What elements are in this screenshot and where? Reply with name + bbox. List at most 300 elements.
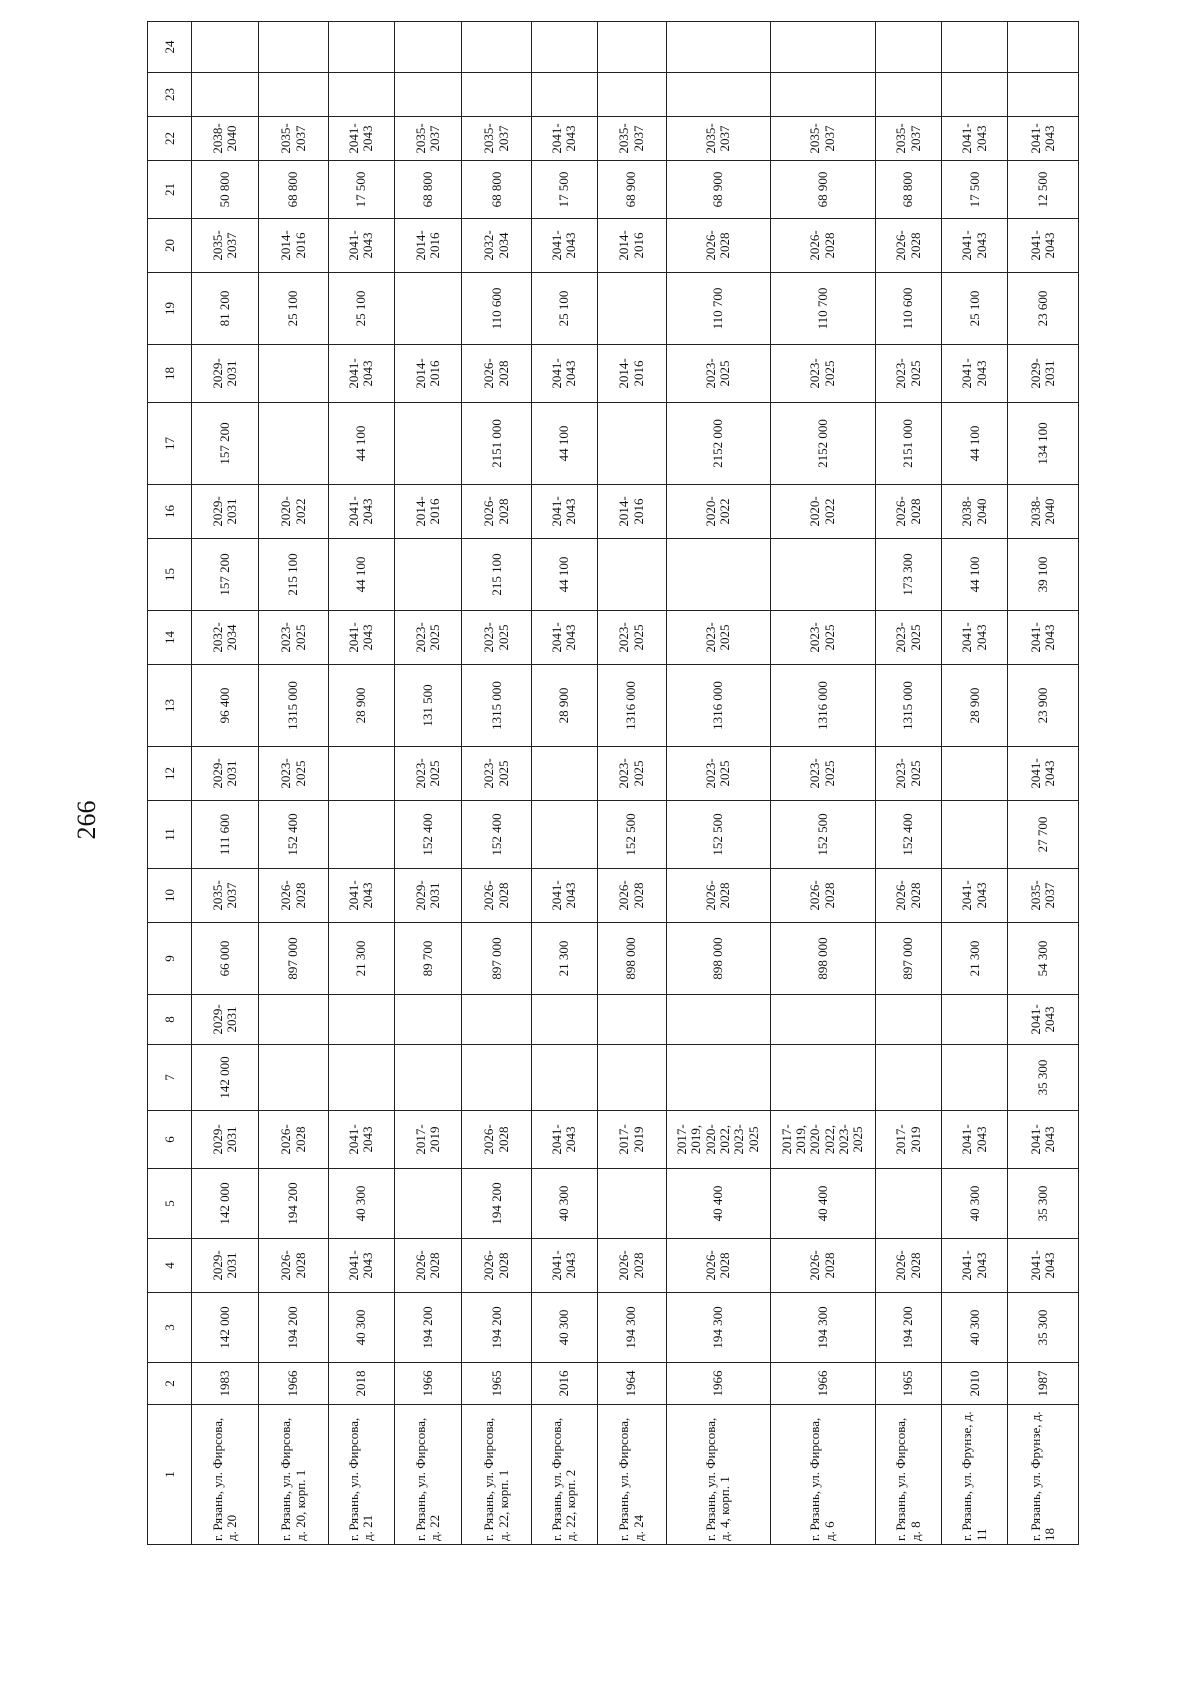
table-cell: 2023-2025	[597, 747, 666, 801]
table-cell: 2041-2043	[328, 611, 394, 665]
table-cell: 2026-2028	[462, 345, 532, 403]
table-cell: 2014-2016	[597, 345, 666, 403]
table-cell: 68 800	[259, 161, 329, 219]
table-cell	[770, 22, 875, 73]
table-cell: 2029-2031	[1008, 345, 1079, 403]
table-cell	[1008, 73, 1079, 117]
table-cell: 44 100	[532, 403, 598, 485]
table-cell: 2029-2031	[192, 1239, 259, 1293]
table-cell: 81 200	[192, 273, 259, 345]
table-cell: 40 400	[666, 1169, 770, 1239]
table-cell: 2014-2016	[597, 485, 666, 539]
table-cell	[532, 747, 598, 801]
table-cell: 2026-2028	[462, 485, 532, 539]
table-cell: 2014-2016	[394, 485, 462, 539]
table-cell	[394, 403, 462, 485]
table-cell: 2014-2016	[597, 219, 666, 273]
table-cell: 194 200	[394, 1293, 462, 1363]
table-cell: 68 800	[462, 161, 532, 219]
table-cell: 2041-2043	[532, 611, 598, 665]
table-cell: 2041-2043	[532, 345, 598, 403]
table-cell: 40 300	[532, 1169, 598, 1239]
table-cell	[597, 273, 666, 345]
table-cell: 2032-2034	[192, 611, 259, 665]
table-cell	[532, 995, 598, 1045]
table-cell: 152 400	[462, 801, 532, 869]
column-header: 7	[148, 1045, 192, 1111]
table-cell: 142 000	[192, 1045, 259, 1111]
table-cell	[532, 801, 598, 869]
table-cell: 2023-2025	[462, 747, 532, 801]
column-header: 22	[148, 117, 192, 161]
table-cell: 2026-2028	[770, 869, 875, 923]
table-cell	[875, 1169, 942, 1239]
table-cell: 2023-2025	[770, 345, 875, 403]
table-cell: 110 600	[875, 273, 942, 345]
table-cell: 28 900	[942, 665, 1008, 747]
table-cell: 1315 000	[875, 665, 942, 747]
table-cell: 2041-2043	[532, 117, 598, 161]
table-cell: 40 300	[532, 1293, 598, 1363]
table-cell: 1316 000	[770, 665, 875, 747]
column-header: 8	[148, 995, 192, 1045]
table-cell: 110 600	[462, 273, 532, 345]
table-cell: 110 700	[666, 273, 770, 345]
table-cell	[328, 747, 394, 801]
table-cell: 2026-2028	[666, 219, 770, 273]
table-cell	[394, 1169, 462, 1239]
table-cell: 2041-2043	[942, 1111, 1008, 1169]
table-cell	[192, 22, 259, 73]
table-cell: 2026-2028	[875, 485, 942, 539]
table-cell: 2023-2025	[666, 611, 770, 665]
table-cell: 2023-2025	[394, 747, 462, 801]
table-cell: 152 400	[259, 801, 329, 869]
table-cell: 2017-2019	[875, 1111, 942, 1169]
table-cell	[192, 73, 259, 117]
table-cell: 2152 000	[666, 403, 770, 485]
table-cell: 1964	[597, 1363, 666, 1405]
table-cell	[394, 539, 462, 611]
table-cell: 12 500	[1008, 161, 1079, 219]
table-body	[148, 22, 1079, 1545]
table-cell: 2017-2019, 2020-2022, 2023-2025	[770, 1111, 875, 1169]
table-cell: 2151 000	[875, 403, 942, 485]
table-cell: 2041-2043	[942, 1239, 1008, 1293]
table-cell: 68 800	[875, 161, 942, 219]
table-cell: 66 000	[192, 923, 259, 995]
data-table	[147, 21, 1079, 1545]
address-cell: г. Рязань, ул. Фирсова, д. 20, корп. 1	[259, 1405, 329, 1545]
table-cell: 194 200	[462, 1169, 532, 1239]
table-cell: 2026-2028	[770, 219, 875, 273]
table-cell: 897 000	[259, 923, 329, 995]
column-header: 5	[148, 1169, 192, 1239]
table-cell: 1983	[192, 1363, 259, 1405]
table-row	[394, 22, 462, 1545]
table-cell: 25 100	[259, 273, 329, 345]
address-cell: г. Рязань, ул. Фирсова, д. 22, корп. 1	[462, 1405, 532, 1545]
table-cell: 2023-2025	[394, 611, 462, 665]
table-cell: 40 300	[942, 1169, 1008, 1239]
address-cell: г. Рязань, ул. Фирсова, д. 22	[394, 1405, 462, 1545]
table-cell: 215 100	[462, 539, 532, 611]
column-header: 15	[148, 539, 192, 611]
table-cell: 2035-2037	[666, 117, 770, 161]
column-header: 14	[148, 611, 192, 665]
table-cell: 23 600	[1008, 273, 1079, 345]
table-cell	[942, 1045, 1008, 1111]
table-cell	[875, 995, 942, 1045]
table-cell	[259, 22, 329, 73]
table-cell	[259, 1045, 329, 1111]
table-cell: 2041-2043	[532, 869, 598, 923]
table-cell: 2020-2022	[770, 485, 875, 539]
table-cell: 40 300	[328, 1169, 394, 1239]
table-cell: 897 000	[462, 923, 532, 995]
table-cell: 2041-2043	[1008, 611, 1079, 665]
table-cell: 898 000	[770, 923, 875, 995]
table-cell: 2041-2043	[532, 219, 598, 273]
table-cell: 194 200	[875, 1293, 942, 1363]
column-header: 13	[148, 665, 192, 747]
table-cell	[394, 22, 462, 73]
address-cell: г. Рязань, ул. Фирсова, д. 24	[597, 1405, 666, 1545]
table-cell: 2023-2025	[259, 747, 329, 801]
table-cell: 2026-2028	[875, 869, 942, 923]
table-row	[666, 22, 770, 1545]
table-cell	[462, 1045, 532, 1111]
table-cell: 2026-2028	[259, 869, 329, 923]
table-cell: 2041-2043	[942, 117, 1008, 161]
table-cell: 27 700	[1008, 801, 1079, 869]
table-cell	[666, 539, 770, 611]
table-cell: 2014-2016	[259, 219, 329, 273]
table-cell: 40 300	[328, 1293, 394, 1363]
table-cell	[328, 995, 394, 1045]
column-header: 19	[148, 273, 192, 345]
column-header: 24	[148, 22, 192, 73]
column-header: 18	[148, 345, 192, 403]
table-cell	[259, 995, 329, 1045]
table-cell: 35 300	[1008, 1045, 1079, 1111]
table-cell: 152 500	[666, 801, 770, 869]
table-cell	[532, 73, 598, 117]
address-cell: г. Рязань, ул. Фирсова, д. 21	[328, 1405, 394, 1545]
table-cell: 2023-2025	[597, 611, 666, 665]
table-cell: 2041-2043	[1008, 219, 1079, 273]
table-cell: 1315 000	[462, 665, 532, 747]
table-cell: 44 100	[328, 539, 394, 611]
table-cell: 44 100	[532, 539, 598, 611]
table-cell	[942, 747, 1008, 801]
table-cell: 2026-2028	[259, 1239, 329, 1293]
table-row	[597, 22, 666, 1545]
table-cell: 2026-2028	[597, 1239, 666, 1293]
table-cell: 2026-2028	[666, 869, 770, 923]
table-cell: 2010	[942, 1363, 1008, 1405]
table-cell	[597, 1169, 666, 1239]
column-header: 2	[148, 1363, 192, 1405]
table-cell: 2041-2043	[328, 219, 394, 273]
table-cell: 2041-2043	[1008, 995, 1079, 1045]
column-header: 4	[148, 1239, 192, 1293]
table-cell: 2038-2040	[192, 117, 259, 161]
table-cell: 50 800	[192, 161, 259, 219]
table-cell	[875, 22, 942, 73]
column-header: 11	[148, 801, 192, 869]
table-cell: 1315 000	[259, 665, 329, 747]
table-cell	[532, 1045, 598, 1111]
table-cell: 2014-2016	[394, 345, 462, 403]
column-header: 23	[148, 73, 192, 117]
table-cell: 2041-2043	[328, 485, 394, 539]
table-cell	[597, 73, 666, 117]
table-cell: 2026-2028	[462, 1239, 532, 1293]
table-cell: 2023-2025	[770, 747, 875, 801]
table-cell: 2041-2043	[328, 1111, 394, 1169]
table-cell: 17 500	[942, 161, 1008, 219]
table-cell: 2026-2028	[597, 869, 666, 923]
table-cell: 2035-2037	[597, 117, 666, 161]
table-cell: 152 500	[597, 801, 666, 869]
table-cell	[597, 403, 666, 485]
table-cell: 2035-2037	[770, 117, 875, 161]
table-cell: 17 500	[328, 161, 394, 219]
table-cell: 2029-2031	[192, 1111, 259, 1169]
table-cell: 2152 000	[770, 403, 875, 485]
table-cell: 39 100	[1008, 539, 1079, 611]
table-cell: 2041-2043	[328, 117, 394, 161]
table-cell	[770, 1045, 875, 1111]
table-cell	[666, 73, 770, 117]
table-cell: 152 400	[394, 801, 462, 869]
table-cell: 1966	[770, 1363, 875, 1405]
table-cell: 2023-2025	[462, 611, 532, 665]
table-cell: 2038-2040	[942, 485, 1008, 539]
table-cell: 54 300	[1008, 923, 1079, 995]
table-cell: 2026-2028	[875, 1239, 942, 1293]
address-cell: г. Рязань, ул. Фрунзе, д. 11	[942, 1405, 1008, 1545]
table-cell: 173 300	[875, 539, 942, 611]
table-row	[259, 22, 329, 1545]
table-cell: 44 100	[942, 403, 1008, 485]
page-number: 266	[72, 800, 101, 840]
table-cell: 2035-2037	[259, 117, 329, 161]
address-cell: г. Рязань, ул. Фрунзе, д. 18	[1008, 1405, 1079, 1545]
rotated-table-wrapper	[147, 40, 1079, 1545]
table-cell: 2035-2037	[192, 219, 259, 273]
table-cell: 2023-2025	[875, 747, 942, 801]
table-cell: 2038-2040	[1008, 485, 1079, 539]
table-cell: 157 200	[192, 403, 259, 485]
table-cell	[462, 995, 532, 1045]
table-cell	[597, 22, 666, 73]
table-cell	[394, 273, 462, 345]
address-cell: г. Рязань, ул. Фирсова, д. 22, корп. 2	[532, 1405, 598, 1545]
column-header: 16	[148, 485, 192, 539]
column-header: 3	[148, 1293, 192, 1363]
table-cell: 21 300	[532, 923, 598, 995]
table-cell	[259, 73, 329, 117]
table-cell	[462, 22, 532, 73]
table-cell: 68 900	[597, 161, 666, 219]
table-cell: 194 200	[462, 1293, 532, 1363]
table-cell: 2029-2031	[394, 869, 462, 923]
table-cell: 2041-2043	[532, 1239, 598, 1293]
table-cell: 2041-2043	[328, 1239, 394, 1293]
table-cell: 1987	[1008, 1363, 1079, 1405]
table-cell: 2023-2025	[259, 611, 329, 665]
address-cell: г. Рязань, ул. Фирсова, д. 6	[770, 1405, 875, 1545]
column-header: 20	[148, 219, 192, 273]
table-row	[462, 22, 532, 1545]
table-cell: 2041-2043	[532, 485, 598, 539]
table-cell: 2029-2031	[192, 995, 259, 1045]
table-cell	[1008, 22, 1079, 73]
table-cell: 2035-2037	[1008, 869, 1079, 923]
table-cell: 68 900	[666, 161, 770, 219]
table-cell: 2041-2043	[1008, 117, 1079, 161]
table-cell: 2020-2022	[259, 485, 329, 539]
table-cell: 134 100	[1008, 403, 1079, 485]
header-row	[148, 22, 192, 1545]
column-header: 1	[148, 1405, 192, 1545]
table-cell: 28 900	[532, 665, 598, 747]
table-cell: 2029-2031	[192, 485, 259, 539]
address-cell: г. Рязань, ул. Фирсова, д. 4, корп. 1	[666, 1405, 770, 1545]
table-cell: 2023-2025	[770, 611, 875, 665]
table-row	[875, 22, 942, 1545]
table-cell	[394, 1045, 462, 1111]
table-cell	[328, 1045, 394, 1111]
table-cell: 194 300	[666, 1293, 770, 1363]
table-cell	[770, 73, 875, 117]
table-cell: 2032-2034	[462, 219, 532, 273]
table-cell: 2041-2043	[328, 869, 394, 923]
table-cell: 2014-2016	[394, 219, 462, 273]
table-cell: 2026-2028	[462, 869, 532, 923]
table-cell: 2041-2043	[942, 611, 1008, 665]
table-cell: 89 700	[394, 923, 462, 995]
table-cell: 898 000	[666, 923, 770, 995]
table-cell	[259, 345, 329, 403]
table-cell	[770, 995, 875, 1045]
table-cell: 2023-2025	[875, 345, 942, 403]
table-cell	[394, 73, 462, 117]
table-cell	[462, 73, 532, 117]
table-cell	[875, 1045, 942, 1111]
table-cell	[942, 73, 1008, 117]
table-cell: 2026-2028	[394, 1239, 462, 1293]
table-cell: 142 000	[192, 1169, 259, 1239]
table-cell: 898 000	[597, 923, 666, 995]
table-cell: 152 400	[875, 801, 942, 869]
table-row	[328, 22, 394, 1545]
table-row	[770, 22, 875, 1545]
table-cell: 1316 000	[666, 665, 770, 747]
table-cell: 2041-2043	[942, 345, 1008, 403]
table-cell	[666, 1045, 770, 1111]
table-cell: 2041-2043	[942, 869, 1008, 923]
address-cell: г. Рязань, ул. Фирсова, д. 20	[192, 1405, 259, 1545]
table-cell: 23 900	[1008, 665, 1079, 747]
column-header: 9	[148, 923, 192, 995]
table-row	[192, 22, 259, 1545]
table-cell: 2029-2031	[192, 747, 259, 801]
table-cell: 68 900	[770, 161, 875, 219]
table-cell: 25 100	[328, 273, 394, 345]
table-cell: 2020-2022	[666, 485, 770, 539]
table-row	[942, 22, 1008, 1545]
table-cell: 157 200	[192, 539, 259, 611]
table-cell	[942, 995, 1008, 1045]
table-cell: 2041-2043	[942, 219, 1008, 273]
column-header: 6	[148, 1111, 192, 1169]
table-cell	[328, 73, 394, 117]
table-cell: 40 400	[770, 1169, 875, 1239]
column-header: 17	[148, 403, 192, 485]
table-cell: 111 600	[192, 801, 259, 869]
table-cell: 2017-2019	[597, 1111, 666, 1169]
table-cell: 28 900	[328, 665, 394, 747]
table-cell: 194 200	[259, 1293, 329, 1363]
table-cell: 17 500	[532, 161, 598, 219]
table-cell: 1966	[259, 1363, 329, 1405]
table-cell: 1965	[462, 1363, 532, 1405]
table-cell: 40 300	[942, 1293, 1008, 1363]
table-cell	[666, 995, 770, 1045]
table-cell	[597, 1045, 666, 1111]
table-cell: 2018	[328, 1363, 394, 1405]
table-cell	[394, 995, 462, 1045]
table-row	[1008, 22, 1079, 1545]
table-cell: 2023-2025	[875, 611, 942, 665]
column-header: 10	[148, 869, 192, 923]
table-cell: 2035-2037	[462, 117, 532, 161]
table-cell: 25 100	[532, 273, 598, 345]
table-cell	[875, 73, 942, 117]
table-cell: 152 500	[770, 801, 875, 869]
table-cell: 2017-2019	[394, 1111, 462, 1169]
table-cell: 2035-2037	[192, 869, 259, 923]
table-cell: 2026-2028	[666, 1239, 770, 1293]
table-cell	[666, 22, 770, 73]
table-cell	[328, 22, 394, 73]
table-cell: 897 000	[875, 923, 942, 995]
table-cell: 35 300	[1008, 1293, 1079, 1363]
table-cell: 21 300	[328, 923, 394, 995]
table-cell: 2026-2028	[875, 219, 942, 273]
table-cell: 110 700	[770, 273, 875, 345]
table-cell: 2023-2025	[666, 345, 770, 403]
table-cell: 2017-2019, 2020-2022, 2023-2025	[666, 1111, 770, 1169]
table-cell: 2035-2037	[875, 117, 942, 161]
table-cell: 2041-2043	[532, 1111, 598, 1169]
column-header: 21	[148, 161, 192, 219]
table-cell: 2026-2028	[462, 1111, 532, 1169]
table-cell: 194 200	[259, 1169, 329, 1239]
table-cell: 1966	[666, 1363, 770, 1405]
table-cell	[942, 22, 1008, 73]
table-cell: 2026-2028	[770, 1239, 875, 1293]
table-cell: 1966	[394, 1363, 462, 1405]
table-cell: 2035-2037	[394, 117, 462, 161]
table-cell: 2041-2043	[328, 345, 394, 403]
table-cell: 2041-2043	[1008, 1111, 1079, 1169]
table-cell: 21 300	[942, 923, 1008, 995]
table-cell: 2041-2043	[1008, 1239, 1079, 1293]
